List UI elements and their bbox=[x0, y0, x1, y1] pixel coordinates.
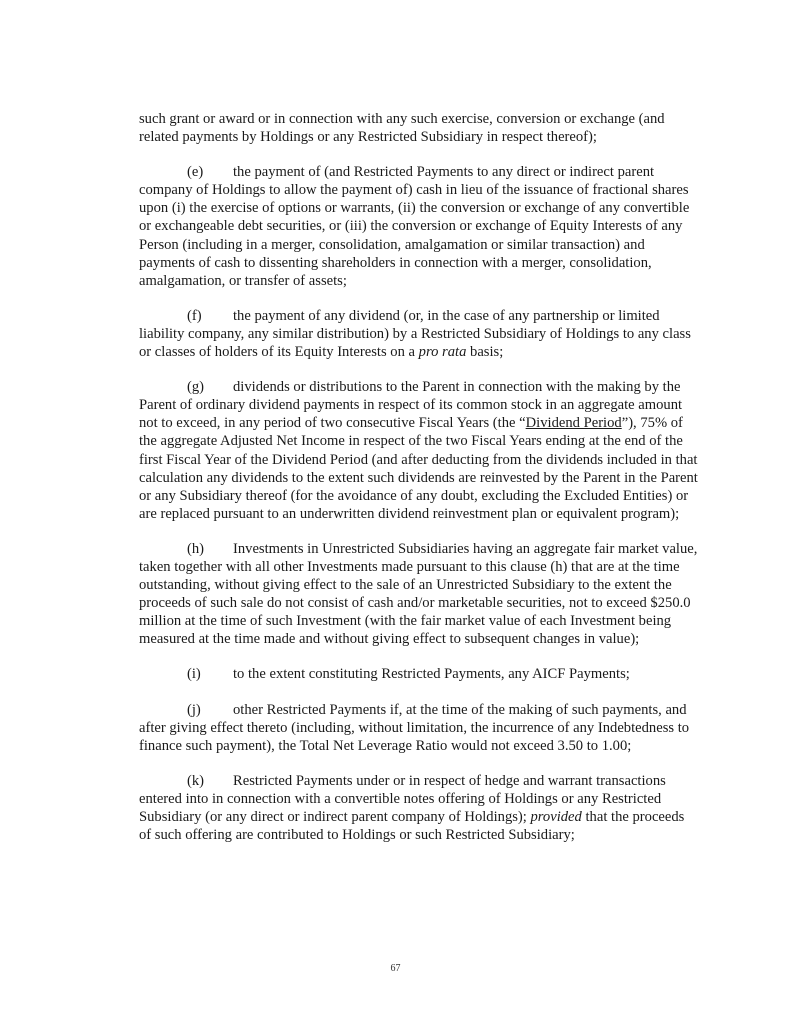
clause-f-text-a: the payment of any dividend (or, in the case of any partnership or limited liability company, any similar distribution) by a Restricted Subsidiary of Holdings to any class or classes of holders of its Equity Interests on a bbox=[139, 307, 691, 361]
clause-f-label: (f) bbox=[187, 307, 202, 324]
clause-g-label: (g) bbox=[187, 379, 205, 396]
clause-g-text-b: ”), 75% of the aggregate Adjusted Net Income in respect of the two Fiscal Years ending at the end of the first Fiscal Year of the Dividend Period (and after deducting from the dividends included in that calculation any dividends to the extent such dividends are reinvested by the Parent in the Parent or any Subsidiary thereof (for the avoidance of any doubt, excluding the Excluded Entities) or are replaced pursuant to an underwritten dividend reinvestment plan or equivalent program); bbox=[139, 415, 698, 522]
clause-f-italic: pro rata bbox=[418, 344, 467, 361]
clause-g bbox=[139, 378, 699, 523]
clause-j-label: (j) bbox=[187, 701, 201, 718]
clause-f-text-b: basis; bbox=[466, 344, 504, 361]
page-body bbox=[139, 110, 699, 861]
clause-g-text-a: dividends or distributions to the Parent in connection with the making by the Parent of ordinary dividend payments in respect of its common stock in an aggregate amount not to exceed, in any period of two consecutive Fiscal Years (the “ bbox=[139, 379, 683, 432]
clause-j-text: other Restricted Payments if, at the time of the making of such payments, and after giving effect thereto (including, without limitation, the incurrence of any Indebtedness to finance such payment), the Total Net Leverage Ratio would not exceed 3.50 to 1.00; bbox=[139, 701, 690, 754]
clause-k-italic: provided bbox=[530, 809, 582, 825]
clause-f bbox=[139, 307, 699, 361]
clause-j bbox=[139, 701, 699, 755]
clause-k-text-b: that the proceeds of such offering are contributed to Holdings or such Restricted Subsidiary; bbox=[139, 809, 685, 844]
clause-e bbox=[139, 163, 699, 290]
clause-e-label: (e) bbox=[187, 164, 204, 181]
clause-k bbox=[139, 772, 699, 844]
clause-e-text: the payment of (and Restricted Payments to any direct or indirect parent company of Holdings to allow the payment of) cash in lieu of the issuance of fractional shares upon (i) the exercise of options or warrants, (ii) the conversion or exchange of any convertible or exchangeable debt securities, or (iii) the conversion or exchange of Equity Interests of any Person (including in a merger, consolidation, amalgamation or similar transaction) and payments of cash to dissenting shareholders in connection with a merger, consolidation, amalgamation, or transfer of assets; bbox=[139, 164, 690, 289]
clause-i bbox=[139, 665, 699, 683]
continuation-text: such grant or award or in connection with any such exercise, conversion or exchange (and related payments by Holdings or any Restricted Subsidiary in respect thereof); bbox=[139, 111, 665, 146]
clause-g-defined-term: Dividend Period bbox=[525, 415, 622, 432]
continuation-paragraph bbox=[139, 110, 699, 146]
clause-h-text: Investments in Unrestricted Subsidiaries having an aggregate fair market value, taken together with all other Investments made pursuant to this clause (h) that are at the time outstanding, without giving effect to the sale of an Unrestricted Subsidiary to the extent the proceeds of such sale do not consist of cash and/or marketable securities, not to exceed $250.0 million at the time of such Investment (with the fair market value of each Investment being measured at the time made and without giving effect to subsequent changes in value); bbox=[139, 540, 698, 648]
clause-h-label: (h) bbox=[187, 540, 205, 557]
clause-h bbox=[139, 540, 699, 649]
clause-k-text-a: Restricted Payments under or in respect of hedge and warrant transactions entered into in connection with a convertible notes offering of Holdings or any Restricted Subsidiary (or any direct or indirect parent company of Holdings); bbox=[139, 772, 666, 825]
clause-k-label: (k) bbox=[187, 772, 205, 789]
clause-i-text: to the extent constituting Restricted Payments, any AICF Payments; bbox=[233, 666, 630, 683]
clause-i-label: (i) bbox=[187, 666, 201, 683]
page-number: 67 bbox=[390, 963, 401, 974]
